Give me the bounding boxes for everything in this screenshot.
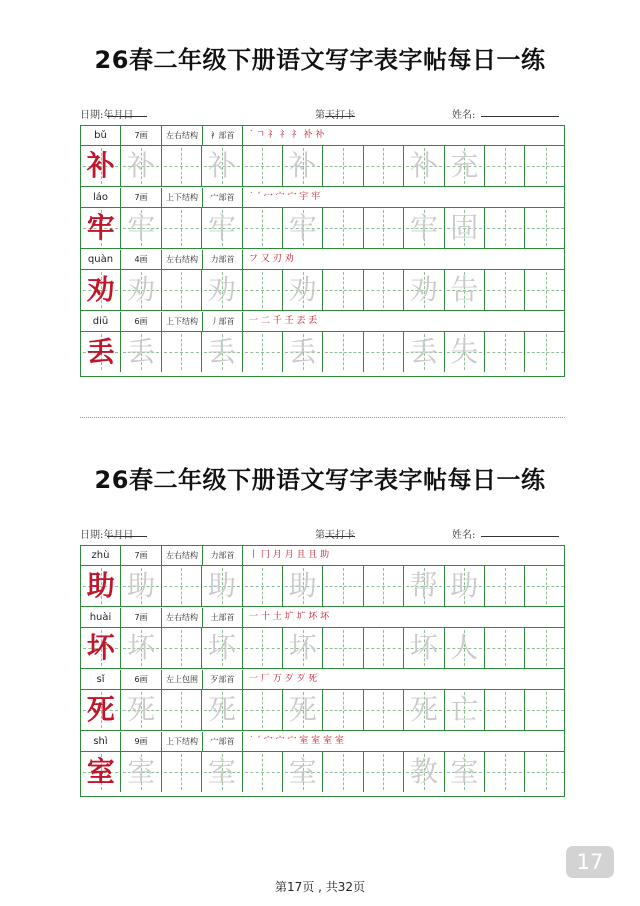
practice-box[interactable] bbox=[202, 332, 242, 372]
practice-box[interactable] bbox=[445, 208, 485, 248]
structure-label: 左右结构 bbox=[162, 608, 203, 627]
tracing-box-row bbox=[81, 752, 564, 792]
practice-box[interactable] bbox=[485, 628, 525, 668]
model-character-box bbox=[81, 752, 121, 792]
pinyin-label: sǐ bbox=[81, 670, 121, 689]
practice-box[interactable] bbox=[121, 690, 161, 730]
practice-box[interactable] bbox=[485, 146, 525, 186]
trace-character: 助 bbox=[127, 569, 156, 602]
tracing-box-row bbox=[81, 332, 564, 372]
practice-box[interactable] bbox=[364, 628, 404, 668]
practice-box[interactable] bbox=[525, 690, 565, 730]
practice-box[interactable] bbox=[404, 690, 444, 730]
practice-box[interactable] bbox=[364, 208, 404, 248]
practice-box[interactable] bbox=[162, 752, 202, 792]
stroke-order-sequence: フ 又 刃 劝 bbox=[249, 254, 294, 264]
practice-box[interactable] bbox=[121, 270, 161, 310]
model-character-box bbox=[81, 690, 121, 730]
sheet-header-fields bbox=[80, 106, 565, 122]
tracing-box-row bbox=[81, 690, 564, 731]
radical-label: 歹部首 bbox=[203, 670, 243, 689]
practice-box[interactable] bbox=[525, 628, 565, 668]
character-info-row bbox=[81, 188, 564, 208]
stroke-count: 7画 bbox=[121, 608, 162, 627]
stroke-order-sequence: ˙ ˊ 宀 宀 宀 室 室 室 室 bbox=[249, 736, 344, 746]
practice-box[interactable] bbox=[243, 208, 283, 248]
trace-character: 教 bbox=[409, 755, 438, 788]
structure-label: 上下结构 bbox=[162, 188, 203, 207]
trace-character: 室 bbox=[288, 755, 317, 788]
tracing-box-row bbox=[81, 208, 564, 249]
practice-box[interactable] bbox=[162, 690, 202, 730]
model-character: 助 bbox=[86, 569, 115, 602]
practice-box[interactable] bbox=[243, 566, 283, 606]
practice-box[interactable] bbox=[525, 566, 565, 606]
section-divider bbox=[80, 417, 565, 418]
practice-box[interactable] bbox=[525, 270, 565, 310]
model-character-box bbox=[81, 332, 121, 372]
trace-character: 劝 bbox=[207, 273, 236, 306]
character-info-row bbox=[81, 608, 564, 628]
practice-box[interactable] bbox=[364, 146, 404, 186]
trace-character: 坏 bbox=[127, 631, 156, 664]
character-practice-grid bbox=[80, 125, 565, 377]
day-checkin-field: 第 天打卡 bbox=[315, 106, 355, 121]
practice-box[interactable] bbox=[364, 270, 404, 310]
practice-box[interactable] bbox=[364, 332, 404, 372]
pinyin-label: láo bbox=[81, 188, 121, 207]
practice-box[interactable] bbox=[445, 332, 485, 372]
practice-box[interactable] bbox=[121, 208, 161, 248]
practice-box[interactable] bbox=[202, 752, 242, 792]
practice-box[interactable] bbox=[243, 332, 283, 372]
practice-box[interactable] bbox=[485, 752, 525, 792]
practice-box[interactable] bbox=[121, 332, 161, 372]
pinyin-label: zhù bbox=[81, 546, 121, 565]
trace-character: 丢 bbox=[127, 335, 156, 368]
page-number-badge: 17 bbox=[566, 846, 614, 878]
practice-box[interactable] bbox=[485, 332, 525, 372]
stroke-order-sequence: 一 二 千 壬 丟 丢 bbox=[249, 316, 318, 326]
practice-box[interactable] bbox=[243, 270, 283, 310]
model-character: 补 bbox=[86, 149, 115, 182]
practice-box[interactable] bbox=[162, 270, 202, 310]
trace-character: 劝 bbox=[288, 273, 317, 306]
character-info-row bbox=[81, 126, 564, 146]
stroke-order-sequence: 丨 冂 月 月 且 且 助 bbox=[249, 550, 330, 560]
trace-character: 坏 bbox=[288, 631, 317, 664]
trace-character: 室 bbox=[450, 755, 479, 788]
practice-box[interactable] bbox=[162, 566, 202, 606]
trace-character: 补 bbox=[207, 149, 236, 182]
trace-character: 坏 bbox=[207, 631, 236, 664]
model-character: 劝 bbox=[86, 273, 115, 306]
trace-character: 补 bbox=[127, 149, 156, 182]
practice-box[interactable] bbox=[202, 270, 242, 310]
practice-box[interactable] bbox=[243, 146, 283, 186]
practice-box[interactable] bbox=[283, 752, 323, 792]
date-field: 日期: 年 月 日 bbox=[80, 106, 133, 121]
practice-box[interactable] bbox=[323, 332, 363, 372]
pinyin-label: shì bbox=[81, 732, 121, 751]
sheet-title: 26春二年级下册语文写字表字帖每日一练 bbox=[94, 466, 546, 494]
name-field: 姓名: bbox=[452, 526, 475, 541]
trace-character: 丢 bbox=[207, 335, 236, 368]
practice-box[interactable] bbox=[202, 628, 242, 668]
trace-character: 死 bbox=[409, 693, 438, 726]
practice-box[interactable] bbox=[364, 690, 404, 730]
trace-character: 助 bbox=[288, 569, 317, 602]
character-info-row bbox=[81, 546, 564, 566]
tracing-box-row bbox=[81, 628, 564, 669]
model-character: 室 bbox=[86, 755, 115, 788]
model-character-box bbox=[81, 270, 121, 310]
practice-box[interactable] bbox=[283, 146, 323, 186]
practice-box[interactable] bbox=[162, 208, 202, 248]
practice-box[interactable] bbox=[485, 566, 525, 606]
practice-box[interactable] bbox=[283, 208, 323, 248]
stroke-count: 7画 bbox=[121, 188, 162, 207]
practice-box[interactable] bbox=[445, 146, 485, 186]
name-field: 姓名: bbox=[452, 106, 475, 121]
radical-label: 宀部首 bbox=[203, 732, 243, 751]
practice-box[interactable] bbox=[323, 270, 363, 310]
practice-box[interactable] bbox=[364, 752, 404, 792]
practice-box[interactable] bbox=[323, 690, 363, 730]
practice-box[interactable] bbox=[202, 208, 242, 248]
practice-box[interactable] bbox=[404, 208, 444, 248]
trace-character: 助 bbox=[207, 569, 236, 602]
practice-box[interactable] bbox=[445, 752, 485, 792]
tracing-box-row bbox=[81, 146, 564, 187]
practice-box[interactable] bbox=[243, 628, 283, 668]
pinyin-label: diū bbox=[81, 312, 121, 331]
date-field: 日期: 年 月 日 bbox=[80, 526, 133, 541]
trace-character: 补 bbox=[288, 149, 317, 182]
practice-box[interactable] bbox=[485, 270, 525, 310]
practice-box[interactable] bbox=[323, 752, 363, 792]
practice-box[interactable] bbox=[525, 208, 565, 248]
practice-box[interactable] bbox=[121, 146, 161, 186]
practice-box[interactable] bbox=[323, 628, 363, 668]
trace-character: 死 bbox=[288, 693, 317, 726]
practice-box[interactable] bbox=[243, 690, 283, 730]
trace-character: 劝 bbox=[409, 273, 438, 306]
stroke-count: 7画 bbox=[121, 546, 162, 565]
structure-label: 上下结构 bbox=[162, 732, 203, 751]
structure-label: 左右结构 bbox=[162, 250, 203, 269]
structure-label: 上下结构 bbox=[162, 312, 203, 331]
model-character-box bbox=[81, 208, 121, 248]
practice-box[interactable] bbox=[485, 690, 525, 730]
practice-box[interactable] bbox=[283, 270, 323, 310]
trace-character: 室 bbox=[127, 755, 156, 788]
radical-label: 宀部首 bbox=[203, 188, 243, 207]
trace-character: 死 bbox=[127, 693, 156, 726]
stroke-order-sequence: ˙ ˊ 冖 宀 宀 宇 牢 bbox=[249, 192, 321, 202]
pinyin-label: huài bbox=[81, 608, 121, 627]
practice-box[interactable] bbox=[525, 752, 565, 792]
practice-box[interactable] bbox=[364, 566, 404, 606]
trace-character: 丢 bbox=[409, 335, 438, 368]
practice-box[interactable] bbox=[283, 690, 323, 730]
trace-character: 助 bbox=[450, 569, 479, 602]
practice-box[interactable] bbox=[404, 270, 444, 310]
radical-label: 力部首 bbox=[203, 546, 243, 565]
character-practice-grid bbox=[80, 545, 565, 797]
trace-character: 死 bbox=[207, 693, 236, 726]
structure-label: 左右结构 bbox=[162, 126, 203, 145]
practice-box[interactable] bbox=[283, 332, 323, 372]
model-character: 丢 bbox=[86, 335, 115, 368]
model-character-box bbox=[81, 628, 121, 668]
stroke-order-sequence: ˙ ㄱ 礻 礻 礻 补 补 bbox=[249, 130, 325, 140]
trace-character: 坏 bbox=[409, 631, 438, 664]
trace-character: 充 bbox=[450, 149, 479, 182]
practice-box[interactable] bbox=[525, 332, 565, 372]
practice-box[interactable] bbox=[323, 146, 363, 186]
practice-box[interactable] bbox=[202, 146, 242, 186]
stroke-count: 6画 bbox=[121, 312, 162, 331]
practice-box[interactable] bbox=[445, 628, 485, 668]
radical-label: 丿部首 bbox=[203, 312, 243, 331]
stroke-count: 4画 bbox=[121, 250, 162, 269]
trace-character: 牢 bbox=[207, 211, 236, 244]
practice-box[interactable] bbox=[202, 690, 242, 730]
practice-box[interactable] bbox=[445, 566, 485, 606]
tracing-box-row bbox=[81, 270, 564, 311]
sheet-header-fields bbox=[80, 526, 565, 542]
character-info-row bbox=[81, 312, 564, 332]
trace-character: 补 bbox=[409, 149, 438, 182]
practice-box[interactable] bbox=[121, 566, 161, 606]
practice-box[interactable] bbox=[404, 566, 444, 606]
practice-box[interactable] bbox=[404, 628, 444, 668]
practice-box[interactable] bbox=[404, 332, 444, 372]
model-character: 死 bbox=[86, 693, 115, 726]
trace-character: 失 bbox=[450, 335, 479, 368]
radical-label: 土部首 bbox=[203, 608, 243, 627]
trace-character: 牢 bbox=[288, 211, 317, 244]
practice-box[interactable] bbox=[525, 146, 565, 186]
practice-box[interactable] bbox=[162, 146, 202, 186]
sheet-title: 26春二年级下册语文写字表字帖每日一练 bbox=[94, 46, 546, 74]
practice-box[interactable] bbox=[243, 752, 283, 792]
practice-box[interactable] bbox=[404, 752, 444, 792]
trace-character: 固 bbox=[450, 211, 479, 244]
trace-character: 亡 bbox=[450, 693, 479, 726]
trace-character: 室 bbox=[207, 755, 236, 788]
practice-box[interactable] bbox=[283, 566, 323, 606]
practice-box[interactable] bbox=[445, 270, 485, 310]
pinyin-label: bǔ bbox=[81, 126, 121, 145]
trace-character: 牢 bbox=[409, 211, 438, 244]
practice-box[interactable] bbox=[323, 566, 363, 606]
radical-label: 力部首 bbox=[203, 250, 243, 269]
practice-box[interactable] bbox=[445, 690, 485, 730]
practice-box[interactable] bbox=[323, 208, 363, 248]
tracing-box-row bbox=[81, 566, 564, 607]
structure-label: 左上包围 bbox=[162, 670, 203, 689]
stroke-count: 9画 bbox=[121, 732, 162, 751]
practice-box[interactable] bbox=[202, 566, 242, 606]
character-info-row bbox=[81, 670, 564, 690]
radical-label: 衤部首 bbox=[203, 126, 243, 145]
model-character: 牢 bbox=[86, 211, 115, 244]
trace-character: 劝 bbox=[127, 273, 156, 306]
trace-character: 人 bbox=[450, 631, 479, 664]
structure-label: 左右结构 bbox=[162, 546, 203, 565]
pinyin-label: quàn bbox=[81, 250, 121, 269]
trace-character: 牢 bbox=[127, 211, 156, 244]
character-info-row bbox=[81, 250, 564, 270]
day-checkin-field: 第 天打卡 bbox=[315, 526, 355, 541]
practice-box[interactable] bbox=[283, 628, 323, 668]
model-character: 坏 bbox=[86, 631, 115, 664]
model-character-box bbox=[81, 566, 121, 606]
trace-character: 告 bbox=[450, 273, 479, 306]
stroke-count: 6画 bbox=[121, 670, 162, 689]
practice-box[interactable] bbox=[121, 628, 161, 668]
practice-box[interactable] bbox=[404, 146, 444, 186]
stroke-order-sequence: 一 十 土 圹 圹 坏 坏 bbox=[249, 612, 330, 622]
trace-character: 帮 bbox=[409, 569, 438, 602]
practice-box[interactable] bbox=[162, 628, 202, 668]
page-footer: 第17页 , 共32页 bbox=[275, 880, 365, 894]
character-info-row bbox=[81, 732, 564, 752]
trace-character: 丢 bbox=[288, 335, 317, 368]
stroke-order-sequence: 一 厂 万 歹 歹 死 bbox=[249, 674, 318, 684]
practice-box[interactable] bbox=[121, 752, 161, 792]
model-character-box bbox=[81, 146, 121, 186]
practice-box[interactable] bbox=[485, 208, 525, 248]
practice-box[interactable] bbox=[162, 332, 202, 372]
stroke-count: 7画 bbox=[121, 126, 162, 145]
